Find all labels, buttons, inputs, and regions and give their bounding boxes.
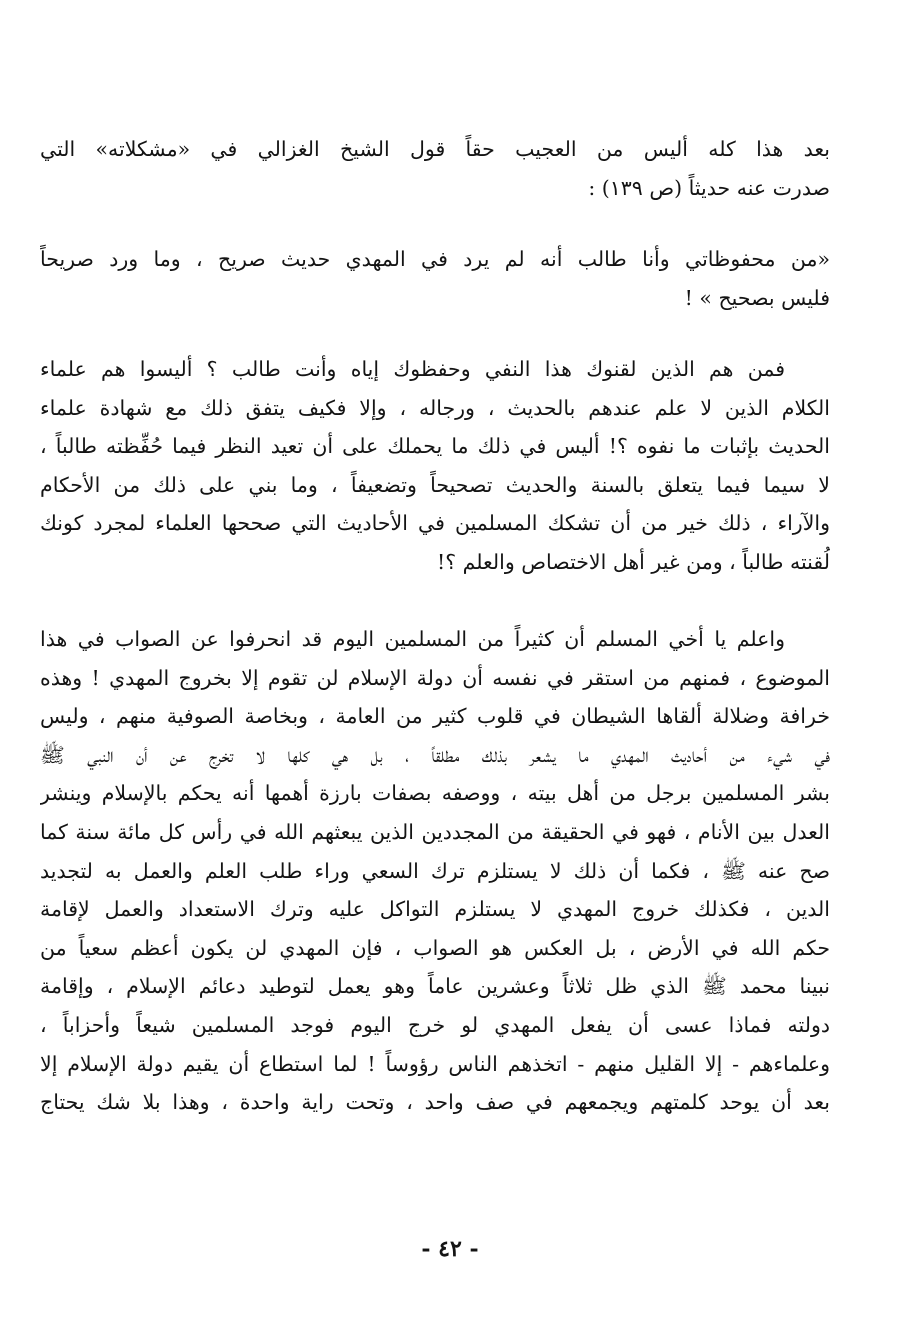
- text-line: لُقنته طالباً ، ومن غير أهل الاختصاص والعلم ؟!: [436, 549, 830, 574]
- text-line: وعلماءهم - إلا القليل منهم - اتخذهم الناس رؤوساً ! لما استطاع أن يقيم دولة الإسلام إلا: [40, 1051, 830, 1076]
- text-line: العدل بين الأنام ، فهو في الحقيقة من المجددين الذين يبعثهم الله في رأس كل مائة سنة كما: [40, 819, 830, 844]
- paragraph-quote: [40, 240, 830, 317]
- text-line: الكلام الذين لا علم عندهم بالحديث ، ورجاله ، وإلا فكيف يتفق ذلك مع شهادة علماء: [40, 395, 830, 420]
- text-line: بعد أن يوحد كلمتهم ويجمعهم في صف واحد ، وتحت راية واحدة ، وهذا بلا شك يحتاج: [40, 1090, 830, 1115]
- text-line: دولته فماذا عسى أن يفعل المهدي لو خرج اليوم فوجد المسلمين شيعاً وأحزاباً ،: [40, 1012, 830, 1037]
- text-line: حكم الله في الأرض ، بل العكس هو الصواب ، فإن المهدي لن يكون أعظم سعياً من: [40, 935, 830, 960]
- paragraph-advice: [40, 620, 830, 1122]
- text-line: بعد هذا كله أليس من العجيب حقاً قول الشيخ الغزالي في «مشكلاته» التي: [40, 137, 830, 161]
- text-line: الحديث بإثبات ما نفوه ؟! أليس في ذلك ما يحملك على أن تعيد النظر فيما حُفِّظته طالباً ،: [40, 434, 830, 459]
- text-line: نبينا محمد ﷺ الذي ظل ثلاثاً وعشرين عاماً وهو يعمل لتوطيد دعائم الإسلام ، وإقامة: [40, 974, 830, 999]
- text-line: فليس بصحيح » !: [684, 285, 830, 310]
- text-line: «من محفوظاتي وأنا طالب أنه لم يرد في المهدي حديث صريح ، وما ورد صريحاً: [40, 247, 830, 271]
- text-line: الدين ، فكذلك خروج المهدي لا يستلزم التواكل عليه وترك الاستعداد والعمل لإقامة: [40, 897, 830, 922]
- paragraph-intro: [40, 130, 830, 207]
- text-line: في شيء من أحاديث المهدي ما يشعر بذلك مطلقاً ، بل هي كلها لا تخرج عن أن النبي ﷺ: [40, 742, 830, 767]
- text-line: واعلم يا أخي المسلم أن كثيراً من المسلمين اليوم قد انحرفوا عن الصواب في هذا: [40, 627, 785, 651]
- text-line: فمن هم الذين لقنوك هذا النفي وحفظوك إياه وأنت طالب ؟ أليسوا هم علماء: [40, 357, 785, 381]
- paragraph-response: [40, 350, 830, 582]
- text-line: صح عنه ﷺ ، فكما أن ذلك لا يستلزم ترك السعي وراء طلب العلم والعمل به لتجديد: [40, 858, 830, 883]
- text-line: بشر المسلمين برجل من أهل بيته ، ووصفه بصفات بارزة أهمها أنه يحكم بالإسلام وينشر: [40, 781, 830, 806]
- text-line: لا سيما فيما يتعلق بالسنة والحديث تصحيحاً وتضعيفاً ، وما بني على ذلك من الأحكام: [40, 472, 830, 497]
- page-number: - ٤٢ -: [421, 1236, 479, 1262]
- text-line: خرافة وضلالة ألقاها الشيطان في قلوب كثير من العامة ، وبخاصة الصوفية منهم ، وليس: [40, 704, 830, 729]
- text-line: والآراء ، ذلك خير من أن تشكك المسلمين في الأحاديث التي صححها العلماء لمجرد كونك: [40, 511, 830, 536]
- text-line: الموضوع ، فمنهم من استقر في نفسه أن دولة الإسلام لن تقوم إلا بخروج المهدي ! وهذه: [40, 665, 830, 690]
- text-line: صدرت عنه حديثاً (ص ١٣٩) :: [588, 175, 830, 200]
